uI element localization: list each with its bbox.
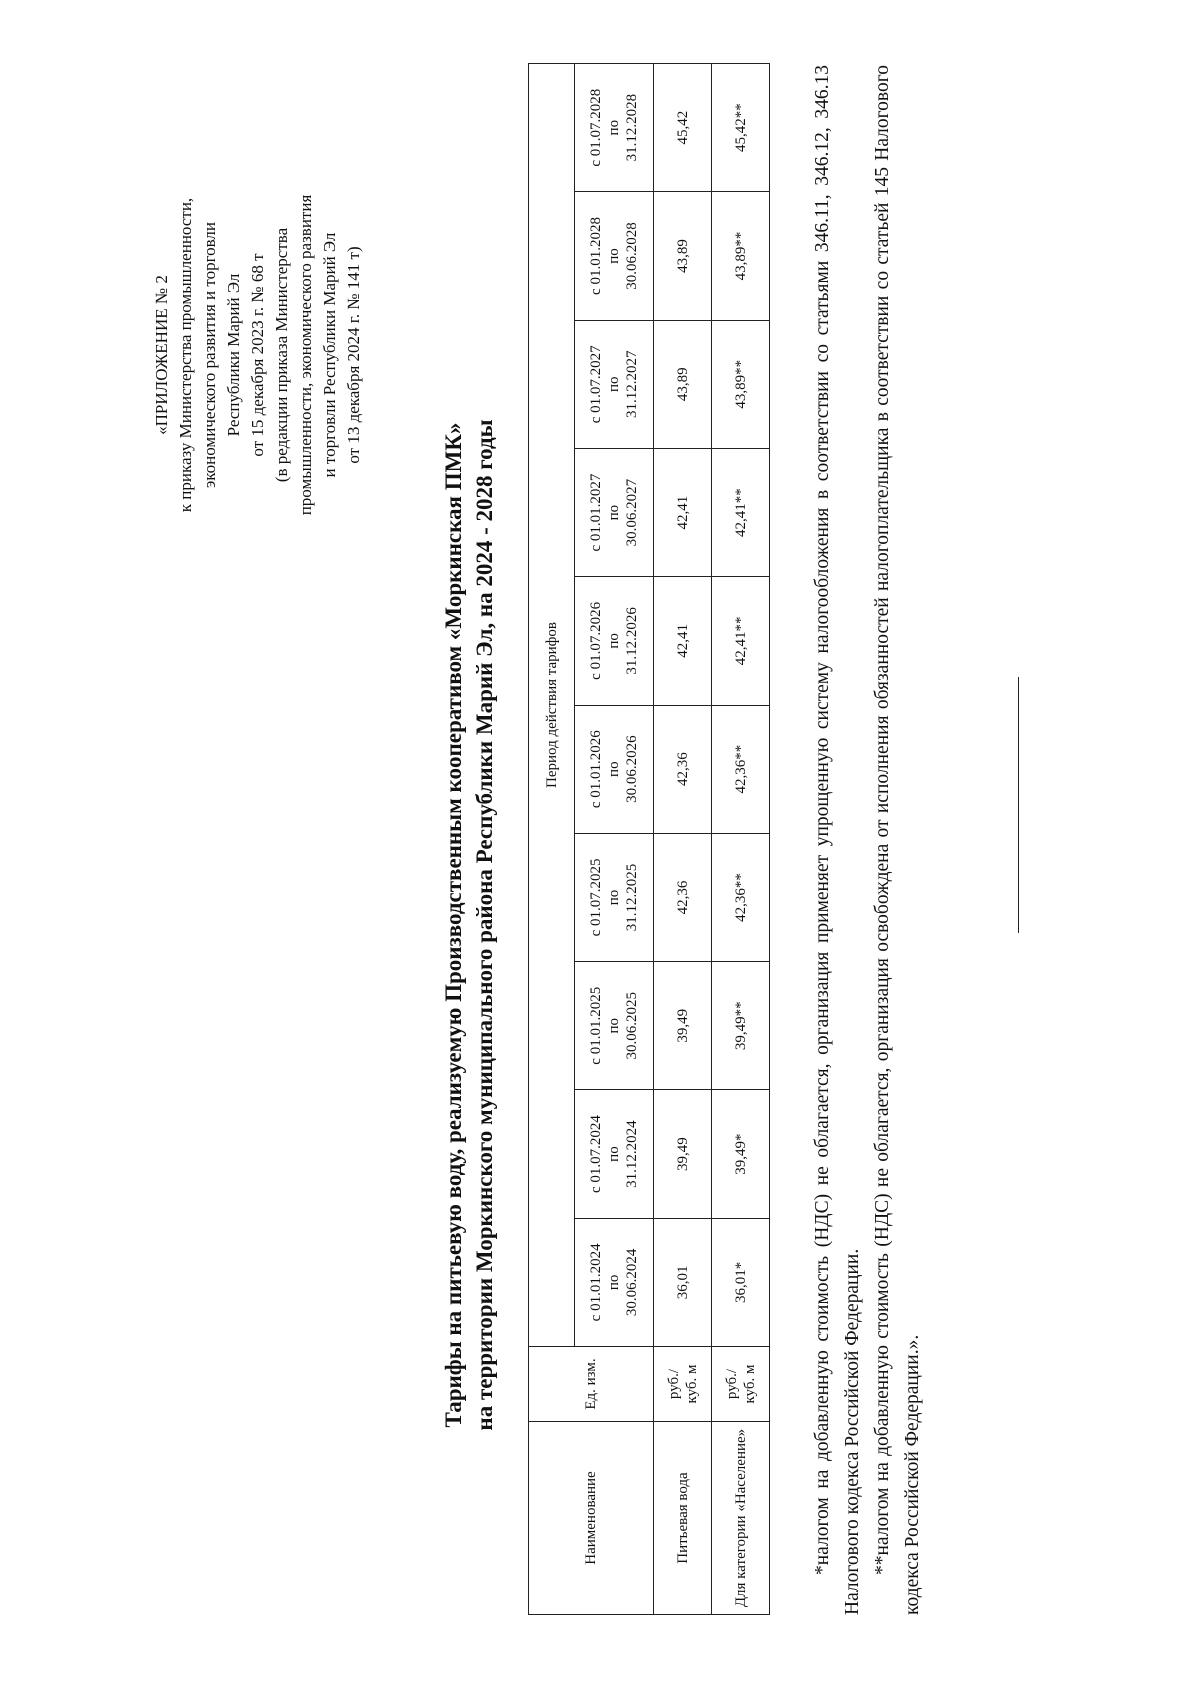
annex-line: экономического развития и торговли: [200, 221, 219, 489]
tariff-value: 42,41**: [712, 448, 770, 576]
tariff-value: 43,89**: [712, 320, 770, 448]
tariff-value: 42,36: [654, 833, 712, 961]
period-header-cell: с 01.01.2026 по 30.06.2026: [575, 705, 654, 833]
period-header-cell: с 01.01.2027 по 30.06.2027: [575, 448, 654, 576]
period-header-cell: с 01.07.2024 по 31.12.2024: [575, 1090, 654, 1218]
tariff-value: 42,41: [654, 577, 712, 705]
annex-line: и торговли Республики Марий Эл: [320, 232, 339, 478]
tariff-value: 42,36**: [712, 833, 770, 961]
period-header-cell: с 01.07.2026 по 31.12.2026: [575, 577, 654, 705]
tariff-value: 39,49: [654, 1090, 712, 1218]
header-unit: Ед. изм.: [529, 1347, 654, 1422]
header-period: Период действия тарифов: [529, 64, 575, 1347]
tariff-value: 43,89: [654, 192, 712, 320]
tariff-value: 43,89: [654, 320, 712, 448]
tariff-value: 42,41: [654, 448, 712, 576]
tariff-value: 42,36: [654, 705, 712, 833]
footnote-2: **налогом на добавленную стоимость (НДС) не облагается, организация освобождена от исполнения обязанностей налогоплательщика в соответствии со статьей 145 Налогового кодекса Российской Федерации.».: [872, 65, 923, 1615]
annex-line: от 13 декабря 2024 г. № 141 т): [344, 246, 363, 464]
period-header-cell: с 01.07.2028 по 31.12.2028: [575, 64, 654, 192]
tariff-value: 45,42**: [712, 64, 770, 192]
annex-header: [150, 95, 366, 615]
annex-line: (в редакции приказа Министерства: [272, 227, 291, 483]
title-line-1: Тарифы на питьевую воду, реализуемую Производственным кооперативом «Моркинская ПМК»: [441, 422, 466, 1428]
row-name: Для категории «Население»: [712, 1422, 770, 1615]
footnotes: [808, 65, 928, 1615]
row-unit: руб./ куб. м: [712, 1347, 770, 1422]
tariff-value: 39,49: [654, 962, 712, 1090]
tariff-value: 42,36**: [712, 705, 770, 833]
row-unit: руб./ куб. м: [654, 1347, 712, 1422]
period-header-cell: с 01.01.2024 по 30.06.2024: [575, 1218, 654, 1346]
tariff-value: 36,01*: [712, 1218, 770, 1346]
tariff-value: 45,42: [654, 64, 712, 192]
period-header-cell: с 01.01.2028 по 30.06.2028: [575, 192, 654, 320]
annex-line: от 15 декабря 2023 г. № 68 т: [248, 253, 267, 457]
annex-line: к приказу Министерства промышленности,: [176, 197, 195, 513]
period-header-cell: с 01.01.2025 по 30.06.2025: [575, 962, 654, 1090]
closing-rule: [1018, 677, 1019, 933]
tariff-table: [528, 63, 770, 1615]
table-row: [654, 64, 712, 1615]
period-header-cell: с 01.07.2025 по 31.12.2025: [575, 833, 654, 961]
row-name: Питьевая вода: [654, 1422, 712, 1615]
tariff-value: 42,41**: [712, 577, 770, 705]
tariff-value: 36,01: [654, 1218, 712, 1346]
tariff-value: 39,49**: [712, 962, 770, 1090]
tariff-value: 43,89**: [712, 192, 770, 320]
annex-line: Республики Марий Эл: [224, 273, 243, 437]
header-name: Наименование: [529, 1422, 654, 1615]
document-title: [438, 155, 500, 1695]
period-header-cell: с 01.07.2027 по 31.12.2027: [575, 320, 654, 448]
annex-line: промышленности, экономического развития: [296, 194, 315, 516]
annex-line: «ПРИЛОЖЕНИЕ № 2: [152, 275, 171, 435]
title-line-2: на территории Моркинского муниципального района Республики Марий Эл, на 2024 - 2028 годы: [472, 419, 497, 1431]
tariff-value: 39,49*: [712, 1090, 770, 1218]
footnote-1: *налогом на добавленную стоимость (НДС) не облагается, организация применяет упрощенную систему налогообложения в соответствии со статьями 346.11, 346.12, 346.13 Налогового кодекса Российской Федерации.: [812, 65, 863, 1615]
table-row: [712, 64, 770, 1615]
